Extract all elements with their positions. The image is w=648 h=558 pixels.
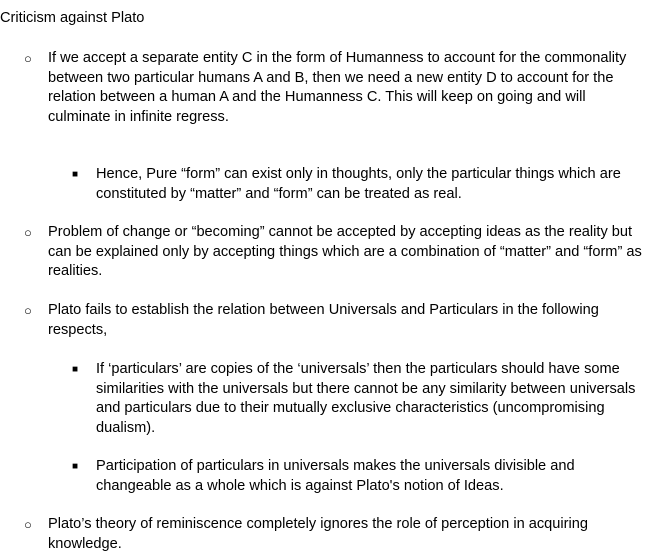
list-item <box>24 223 644 282</box>
list-item <box>24 301 644 340</box>
list-item <box>72 457 644 496</box>
circle-bullet-icon: ○ <box>24 225 32 240</box>
list-item-text: Problem of change or “becoming” cannot be accepted by accepting ideas as the reality but can be explained only by accepting things which are a combination of “matter” and “form” as realities. <box>48 224 642 279</box>
square-bullet-icon: ■ <box>72 461 79 472</box>
list-item <box>24 49 644 127</box>
list-item-text: Participation of particulars in universals makes the universals divisible and changeable as a whole which is against Plato's notion of Ideas. <box>96 458 575 494</box>
list-item-text: Plato fails to establish the relation between Universals and Particulars in the following respects, <box>48 302 599 338</box>
list-item-text: If ‘particulars’ are copies of the ‘universals’ then the particulars should have some similarities with the universals but there cannot be any similarity between universals and particulars due to their mutually exclusive characteristics (uncompromising dualism). <box>96 361 636 436</box>
circle-bullet-icon: ○ <box>24 51 32 66</box>
square-bullet-icon: ■ <box>72 364 79 375</box>
circle-bullet-icon: ○ <box>24 517 32 532</box>
list-item <box>72 360 644 438</box>
list-item <box>72 165 644 204</box>
document-heading: Criticism against Plato <box>0 10 145 26</box>
circle-bullet-icon: ○ <box>24 303 32 318</box>
list-item-text: If we accept a separate entity C in the form of Humanness to account for the commonality between two particular humans A and B, then we need a new entity D to account for the relation between a human A and the Humanness C. This will keep on going and will culminate in infinite regress. <box>48 50 627 125</box>
list-item-text: Plato’s theory of reminiscence completely ignores the role of perception in acquiring knowledge. <box>48 516 588 552</box>
square-bullet-icon: ■ <box>72 169 79 180</box>
list-item <box>24 515 644 554</box>
list-item-text: Hence, Pure “form” can exist only in thoughts, only the particular things which are constituted by “matter” and “form” can be treated as real. <box>96 166 621 202</box>
